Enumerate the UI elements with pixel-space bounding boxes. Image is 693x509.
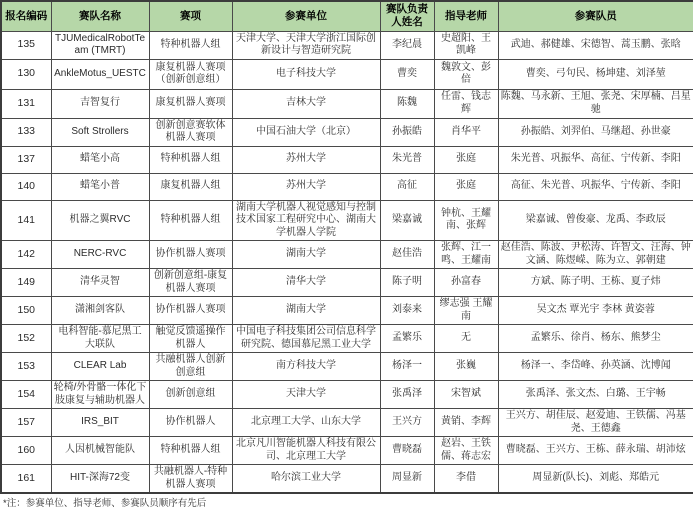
cell-leader: 曹晓磊 (380, 437, 434, 465)
cell-leader: 曹奕 (380, 59, 434, 89)
cell-members: 朱光普、巩振华、高征、宁传新、李阳 (498, 146, 693, 173)
cell-members: 张禹泽、张文杰、白璐、王宇畅 (498, 381, 693, 409)
cell-members: 陈魏、马永新、王旭、张尧、宋厚楠、吕星驰 (498, 89, 693, 118)
table-row (1, 409, 693, 437)
cell-advisors: 张辉、江一鸣、王耀南 (434, 241, 498, 269)
cell-leader: 张禹泽 (380, 381, 434, 409)
table-body (1, 31, 693, 493)
cell-unit: 清华大学 (232, 269, 380, 297)
cell-unit: 北京理工大学、山东大学 (232, 409, 380, 437)
cell-unit: 中国电子科技集团公司信息科学研究院、德国慕尼黑工业大学 (232, 325, 380, 353)
table-row (1, 31, 693, 59)
cell-leader: 梁嘉诚 (380, 200, 434, 241)
cell-leader: 陈魏 (380, 89, 434, 118)
cell-unit: 湖南大学 (232, 241, 380, 269)
table-row (1, 297, 693, 325)
cell-name: 蜡笔小普 (51, 173, 149, 200)
table-row (1, 241, 693, 269)
cell-members: 周显新(队长)、刘彪、郑皓元 (498, 465, 693, 494)
cell-id: 131 (1, 89, 51, 118)
cell-name: 清华灵智 (51, 269, 149, 297)
column-header-id: 报名编码 (1, 1, 51, 31)
column-header-members: 参赛队员 (498, 1, 693, 31)
cell-advisors: 黄销、李辉 (434, 409, 498, 437)
column-header-advisors: 指导老师 (434, 1, 498, 31)
cell-members: 吴文杰 覃光宇 李林 黄姿蓉 (498, 297, 693, 325)
column-header-name: 赛队名称 (51, 1, 149, 31)
cell-event: 康复机器人赛项 (149, 89, 232, 118)
cell-unit: 哈尔滨工业大学 (232, 465, 380, 494)
cell-name: Soft Strollers (51, 118, 149, 146)
cell-id: 135 (1, 31, 51, 59)
cell-unit: 苏州大学 (232, 173, 380, 200)
cell-members: 高征、朱光普、巩振华、宁传新、李阳 (498, 173, 693, 200)
cell-event: 特种机器人组 (149, 437, 232, 465)
cell-event: 特种机器人组 (149, 146, 232, 173)
cell-event: 协作机器人赛项 (149, 241, 232, 269)
cell-unit: 中国石油大学（北京） (232, 118, 380, 146)
cell-name: NERC-RVC (51, 241, 149, 269)
cell-leader: 周显新 (380, 465, 434, 494)
column-header-leader: 赛队负责人姓名 (380, 1, 434, 31)
cell-unit: 天津大学、天津大学浙江国际创新设计与智造研究院 (232, 31, 380, 59)
cell-name: 电科智能-慕尼黑工大联队 (51, 325, 149, 353)
cell-name: AnkleMotus_UESTC (51, 59, 149, 89)
cell-advisors: 孙富春 (434, 269, 498, 297)
cell-unit: 湖南大学机器人视觉感知与控制技术国家工程研究中心、湖南大学机器人学院 (232, 200, 380, 241)
cell-name: TJUMedicalRobotTeam (TMRT) (51, 31, 149, 59)
cell-advisors: 无 (434, 325, 498, 353)
cell-event: 康复机器人组 (149, 173, 232, 200)
cell-leader: 陈子明 (380, 269, 434, 297)
cell-advisors: 缪志强 王耀南 (434, 297, 498, 325)
cell-advisors: 张庭 (434, 173, 498, 200)
cell-members: 孙振皓、刘羿伯、马继超、孙世豪 (498, 118, 693, 146)
cell-event: 创新创意组-康复机器人赛项 (149, 269, 232, 297)
cell-name: 蜡笔小高 (51, 146, 149, 173)
cell-name: 人因机械智能队 (51, 437, 149, 465)
table-row (1, 146, 693, 173)
cell-id: 161 (1, 465, 51, 494)
cell-advisors: 史超阳、王凯峰 (434, 31, 498, 59)
cell-unit: 电子科技大学 (232, 59, 380, 89)
cell-advisors: 任雷、钱志辉 (434, 89, 498, 118)
cell-advisors: 肖华平 (434, 118, 498, 146)
cell-members: 杨泽一、李岱峰、孙英涵、沈博闻 (498, 353, 693, 381)
cell-members: 曹奕、弓句民、杨坤建、刘泽堃 (498, 59, 693, 89)
cell-event: 共融机器人-特种机器人赛项 (149, 465, 232, 494)
cell-advisors: 张巍 (434, 353, 498, 381)
table-row (1, 269, 693, 297)
cell-event: 创新创意赛软体机器人赛项 (149, 118, 232, 146)
cell-unit: 天津大学 (232, 381, 380, 409)
cell-event: 触觉反馈遥操作机器人 (149, 325, 232, 353)
cell-event: 康复机器人赛项（创新创意组） (149, 59, 232, 89)
cell-id: 150 (1, 297, 51, 325)
cell-event: 协作机器人赛项 (149, 297, 232, 325)
cell-members: 曹晓磊、王兴方、王栋、薛永瑞、胡沛炫 (498, 437, 693, 465)
cell-event: 特种机器人组 (149, 200, 232, 241)
cell-members: 赵佳浩、陈波、尹松涛、许智文、汪海、钟文涵、陈煜嵘、陈为立、郭朝建 (498, 241, 693, 269)
cell-leader: 高征 (380, 173, 434, 200)
cell-event: 特种机器人组 (149, 31, 232, 59)
cell-id: 157 (1, 409, 51, 437)
cell-advisors: 魏敦文、彭倍 (434, 59, 498, 89)
cell-leader: 孙振皓 (380, 118, 434, 146)
cell-name: HIT-深海72变 (51, 465, 149, 494)
column-header-unit: 参赛单位 (232, 1, 380, 31)
cell-leader: 李纪晨 (380, 31, 434, 59)
cell-event: 创新创意组 (149, 381, 232, 409)
cell-advisors: 张庭 (434, 146, 498, 173)
table-row (1, 200, 693, 241)
column-header-event: 赛项 (149, 1, 232, 31)
table-row (1, 325, 693, 353)
cell-members: 孟繁乐、徐肖、杨东、熊梦尘 (498, 325, 693, 353)
cell-id: 160 (1, 437, 51, 465)
cell-id: 142 (1, 241, 51, 269)
footnote: *注：参赛单位、指导老师、参赛队员顺序有先后 (3, 498, 207, 509)
cell-id: 149 (1, 269, 51, 297)
table-row (1, 173, 693, 200)
header-row (1, 1, 693, 31)
cell-advisors: 李借 (434, 465, 498, 494)
cell-name: 机器之翼RVC (51, 200, 149, 241)
cell-name: 吉智复行 (51, 89, 149, 118)
cell-unit: 北京凡川智能机器人科技有限公司、北京理工大学 (232, 437, 380, 465)
cell-name: 轮椅/外骨骼一体化下肢康复与辅助机器人 (51, 381, 149, 409)
cell-leader: 朱光普 (380, 146, 434, 173)
table-row (1, 437, 693, 465)
cell-advisors: 宋智斌 (434, 381, 498, 409)
table-row (1, 89, 693, 118)
table-row (1, 59, 693, 89)
table-row (1, 118, 693, 146)
cell-id: 133 (1, 118, 51, 146)
cell-members: 王兴方、胡佳辰、赵爱迪、王铁儒、冯基尧、王德鑫 (498, 409, 693, 437)
cell-leader: 赵佳浩 (380, 241, 434, 269)
cell-id: 152 (1, 325, 51, 353)
cell-id: 154 (1, 381, 51, 409)
cell-leader: 王兴方 (380, 409, 434, 437)
cell-unit: 南方科技大学 (232, 353, 380, 381)
cell-id: 137 (1, 146, 51, 173)
cell-unit: 吉林大学 (232, 89, 380, 118)
table-row (1, 353, 693, 381)
table-row (1, 465, 693, 494)
cell-id: 153 (1, 353, 51, 381)
cell-id: 141 (1, 200, 51, 241)
cell-event: 共融机器人创新创意组 (149, 353, 232, 381)
cell-id: 130 (1, 59, 51, 89)
cell-unit: 苏州大学 (232, 146, 380, 173)
cell-advisors: 钟杭、王耀南、张辉 (434, 200, 498, 241)
cell-leader: 杨泽一 (380, 353, 434, 381)
cell-name: CLEAR Lab (51, 353, 149, 381)
cell-name: 潇湘剑客队 (51, 297, 149, 325)
table-row (1, 381, 693, 409)
cell-id: 140 (1, 173, 51, 200)
cell-advisors: 赵岩、王铁儒、蒋志宏 (434, 437, 498, 465)
cell-event: 协作机器人 (149, 409, 232, 437)
cell-unit: 湖南大学 (232, 297, 380, 325)
cell-members: 武迪、郝健雄、宋德智、蒿玉鹏、张晗 (498, 31, 693, 59)
cell-members: 方斌、陈子明、王栋、夏子炜 (498, 269, 693, 297)
cell-leader: 刘泰来 (380, 297, 434, 325)
cell-name: IRS_BIT (51, 409, 149, 437)
cell-members: 梁嘉诚、曾俊豪、龙禹、李政辰 (498, 200, 693, 241)
cell-leader: 孟繁乐 (380, 325, 434, 353)
